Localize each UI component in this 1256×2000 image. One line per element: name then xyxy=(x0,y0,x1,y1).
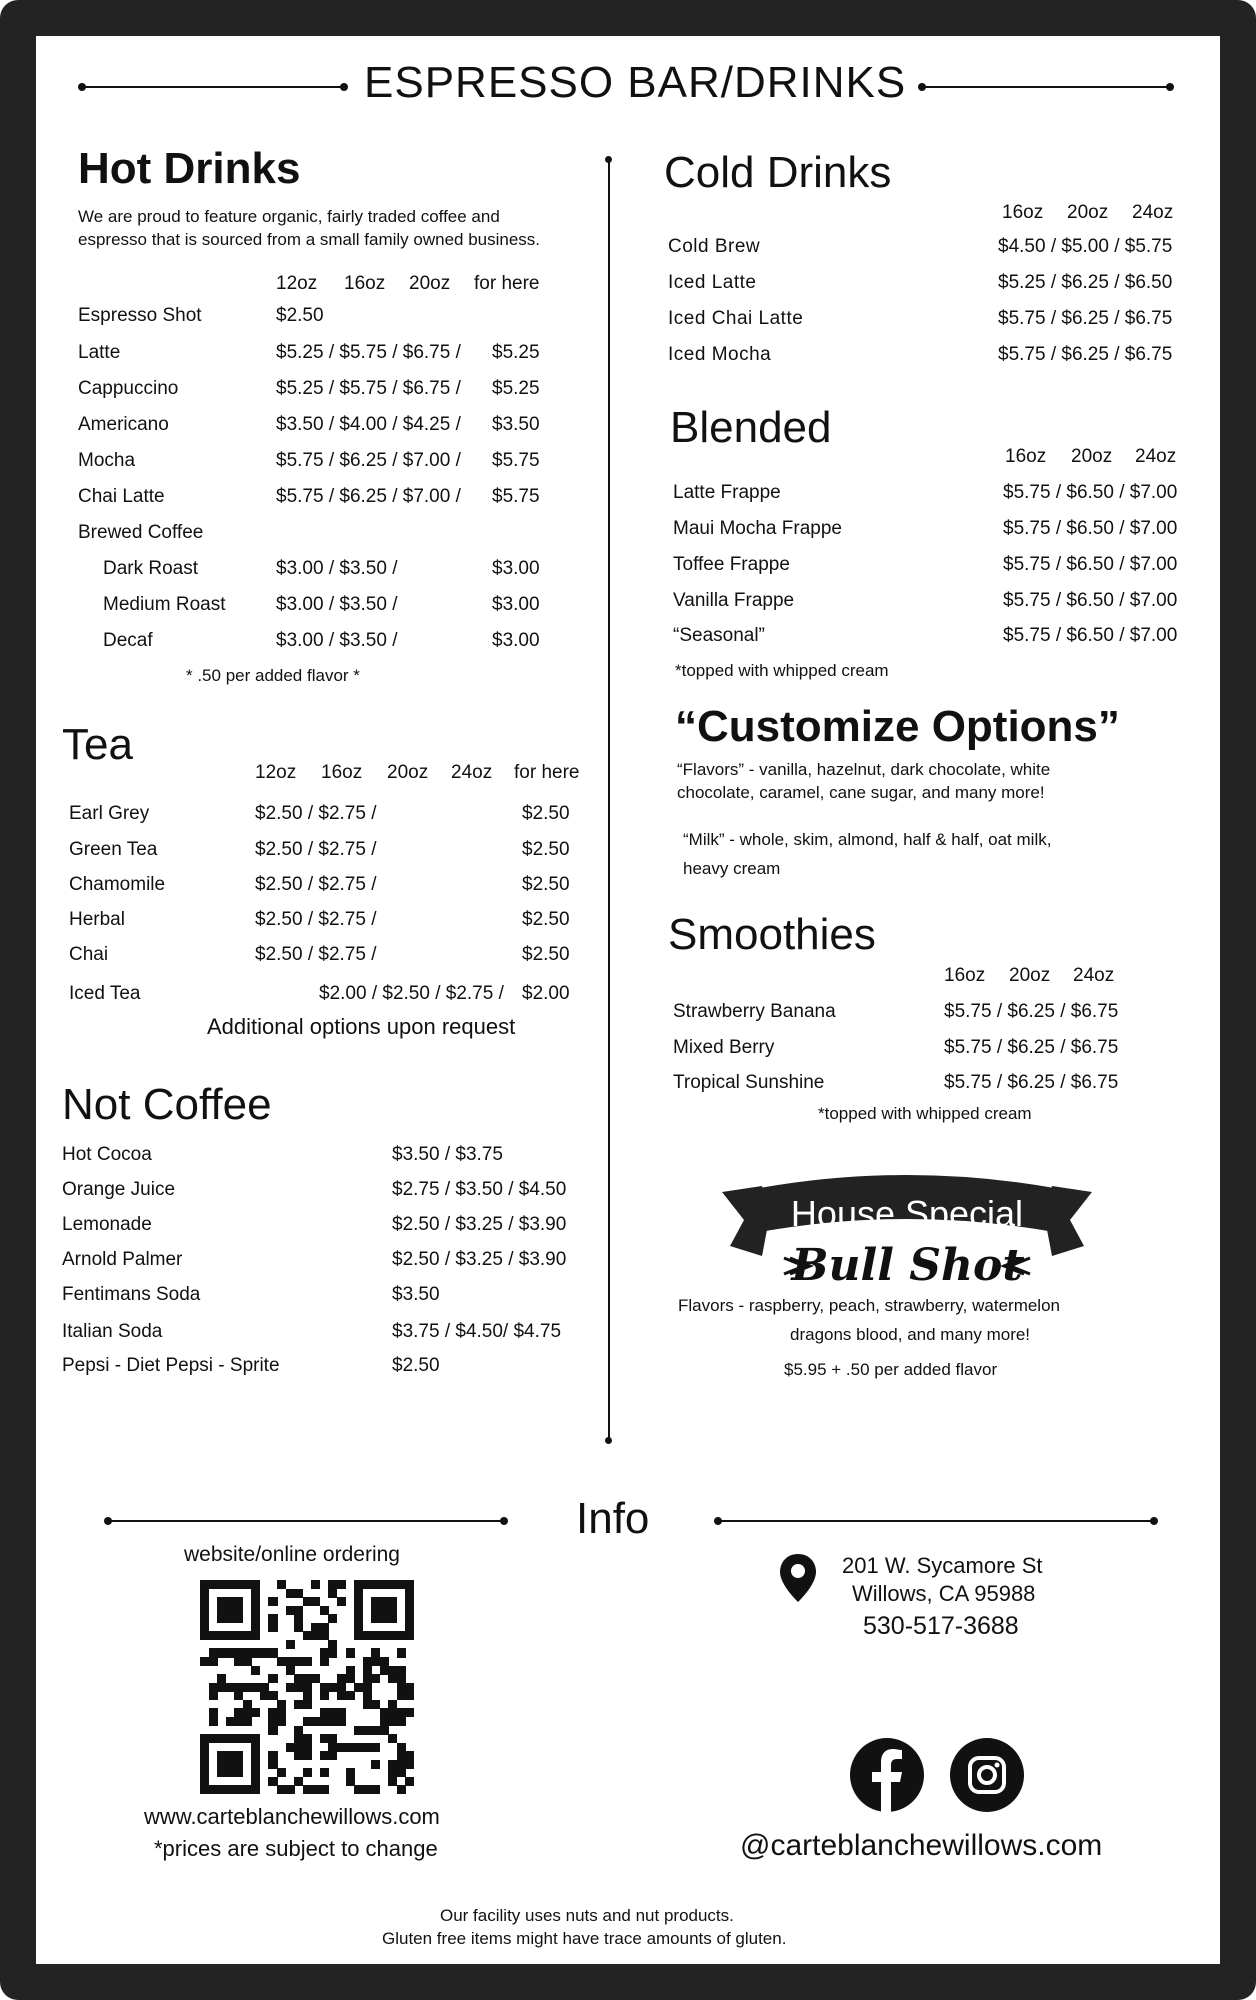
menu-item-name: Dark Roast xyxy=(103,558,199,579)
size-header: 24oz xyxy=(451,762,493,783)
menu-item-name: Cold Brew xyxy=(668,236,761,257)
menu-item-name: Italian Soda xyxy=(62,1321,163,1342)
menu-item-price: $3.00 / $3.50 / xyxy=(276,630,398,651)
menu-item-name: Decaf xyxy=(103,630,153,651)
smoothies-heading: Smoothies xyxy=(668,910,876,959)
menu-item-here-price: $2.50 xyxy=(522,944,570,965)
menu-item-here-price: $5.25 xyxy=(492,342,540,363)
not-coffee-heading: Not Coffee xyxy=(62,1080,272,1129)
menu-item-name: Americano xyxy=(78,414,169,435)
menu-item-price: $5.75 / $6.25 / $7.00 / xyxy=(276,450,461,471)
menu-item-price: $5.75 / $6.25 / $6.75 xyxy=(944,1037,1119,1058)
menu-item-here-price: $5.75 xyxy=(492,486,540,507)
menu-item-here-price: $3.00 xyxy=(492,630,540,651)
address-line: Willows, CA 95988 xyxy=(852,1581,1036,1606)
menu-item-price: $5.25 / $5.75 / $6.75 / xyxy=(276,342,461,363)
menu-item-price: $2.50 / $3.25 / $3.90 xyxy=(392,1249,567,1270)
info-rule-dot xyxy=(714,1517,722,1525)
menu-item-price: $2.50 / $2.75 / xyxy=(255,839,377,860)
customize-heading: “Customize Options” xyxy=(675,702,1120,751)
menu-item-name: Chai xyxy=(69,944,109,965)
bull-shot-name: Bull Shot xyxy=(791,1240,1023,1290)
menu-item-price: $5.75 / $6.50 / $7.00 xyxy=(1003,590,1178,611)
flavors-text: chocolate, caramel, cane sugar, and many more! xyxy=(677,783,1045,802)
title-rule-dot xyxy=(340,83,348,91)
menu-item-name: Latte xyxy=(78,342,121,363)
size-header: 20oz xyxy=(1071,446,1113,467)
menu-item-price: $3.50 xyxy=(392,1284,440,1305)
menu-item-here-price: $2.50 xyxy=(522,839,570,860)
menu-item-here-price: $2.50 xyxy=(522,874,570,895)
size-header: for here xyxy=(514,762,580,783)
milk-text: heavy cream xyxy=(683,859,781,878)
menu-item-name: Iced Latte xyxy=(668,272,757,293)
menu-item-name: Brewed Coffee xyxy=(78,522,204,543)
size-header: 16oz xyxy=(321,762,363,783)
size-header: 20oz xyxy=(387,762,429,783)
menu-item-name: Herbal xyxy=(69,909,125,930)
title-rule-right xyxy=(922,86,1170,88)
info-rule-dot xyxy=(500,1517,508,1525)
menu-item-here-price: $2.50 xyxy=(522,803,570,824)
menu-item-name: Espresso Shot xyxy=(78,305,202,326)
menu-item-price: $5.75 / $6.50 / $7.00 xyxy=(1003,554,1178,575)
menu-item-price: $5.25 / $5.75 / $6.75 / xyxy=(276,378,461,399)
menu-item-name: Green Tea xyxy=(69,839,158,860)
size-header: 16oz xyxy=(1002,202,1044,223)
size-header: 24oz xyxy=(1132,202,1174,223)
menu-item-price: $3.75 / $4.50/ $4.75 xyxy=(392,1321,562,1342)
divider-dot xyxy=(605,156,612,163)
info-rule-dot xyxy=(1150,1517,1158,1525)
menu-item-price: $2.00 / $2.50 / $2.75 / xyxy=(319,983,504,1004)
menu-item-price: $3.00 / $3.50 / xyxy=(276,594,398,615)
size-header: 12oz xyxy=(255,762,297,783)
menu-item-name: Strawberry Banana xyxy=(673,1001,836,1022)
cold-drinks-heading: Cold Drinks xyxy=(664,148,892,197)
menu-item-price: $3.50 / $3.75 xyxy=(392,1144,503,1165)
menu-item-name: Earl Grey xyxy=(69,803,150,824)
tea-heading: Tea xyxy=(62,720,133,769)
menu-item-name: Vanilla Frappe xyxy=(673,590,795,611)
menu-item-name: Mixed Berry xyxy=(673,1037,775,1058)
menu-item-price: $2.50 xyxy=(276,305,324,326)
menu-item-price: $5.75 / $6.25 / $6.75 xyxy=(944,1001,1119,1022)
menu-item-price: $5.75 / $6.50 / $7.00 xyxy=(1003,518,1178,539)
menu-item-name: Chamomile xyxy=(69,874,166,895)
size-header: 20oz xyxy=(1009,965,1051,986)
title-rule-dot xyxy=(78,83,86,91)
menu-item-name: Latte Frappe xyxy=(673,482,781,503)
menu-item-price: $5.75 / $6.25 / $6.75 xyxy=(998,308,1173,329)
column-divider xyxy=(608,158,610,1440)
menu-item-price: $2.50 / $2.75 / xyxy=(255,909,377,930)
house-special-banner xyxy=(722,1170,1092,1290)
size-header: 16oz xyxy=(1005,446,1047,467)
size-header: 16oz xyxy=(344,273,386,294)
menu-item-price: $5.75 / $6.25 / $6.75 xyxy=(998,344,1173,365)
menu-item-price: $2.50 / $3.25 / $3.90 xyxy=(392,1214,567,1235)
menu-item-name: Mocha xyxy=(78,450,136,471)
title-rule-dot xyxy=(1166,83,1174,91)
page-title: ESPRESSO BAR/DRINKS xyxy=(364,58,907,107)
menu-item-price: $2.50 xyxy=(392,1355,440,1376)
smoothies-note: *topped with whipped cream xyxy=(818,1104,1032,1123)
menu-item-here-price: $3.00 xyxy=(492,594,540,615)
menu-item-name: Hot Cocoa xyxy=(62,1144,152,1165)
size-header: 24oz xyxy=(1073,965,1115,986)
flavor-note: * .50 per added flavor * xyxy=(186,666,360,685)
menu-item-name: Arnold Palmer xyxy=(62,1249,183,1270)
allergy-note: Gluten free items might have trace amounts of gluten. xyxy=(382,1929,787,1948)
title-rule-left xyxy=(82,86,344,88)
blended-note: *topped with whipped cream xyxy=(675,661,889,680)
menu-item-price: $5.75 / $6.50 / $7.00 xyxy=(1003,625,1178,646)
qr-code[interactable] xyxy=(200,1580,414,1794)
tea-note: Additional options upon request xyxy=(207,1014,516,1039)
menu-item-name: Cappuccino xyxy=(78,378,179,399)
menu-item-here-price: $2.50 xyxy=(522,909,570,930)
info-rule-left xyxy=(108,1520,504,1522)
address-line: 201 W. Sycamore St xyxy=(842,1553,1043,1578)
hot-drinks-intro: We are proud to feature organic, fairly traded coffee and xyxy=(78,207,500,226)
website-url[interactable]: www.carteblanchewillows.com xyxy=(144,1804,440,1829)
menu-item-name: Pepsi - Diet Pepsi - Sprite xyxy=(62,1355,280,1376)
hot-drinks-heading: Hot Drinks xyxy=(78,144,301,193)
menu-item-price: $2.75 / $3.50 / $4.50 xyxy=(392,1179,567,1200)
menu-item-price: $2.50 / $2.75 / xyxy=(255,803,377,824)
allergy-note: Our facility uses nuts and nut products. xyxy=(440,1906,734,1925)
size-header: 24oz xyxy=(1135,446,1177,467)
instagram-icon[interactable] xyxy=(950,1738,1024,1812)
menu-item-name: Toffee Frappe xyxy=(673,554,790,575)
menu-item-here-price: $3.00 xyxy=(492,558,540,579)
menu-item-name: “Seasonal” xyxy=(673,625,765,646)
flavors-text: “Flavors” - vanilla, hazelnut, dark chocolate, white xyxy=(677,760,1051,779)
info-rule-dot xyxy=(104,1517,112,1525)
prices-disclaimer: *prices are subject to change xyxy=(154,1836,438,1861)
size-header: 20oz xyxy=(1067,202,1109,223)
facebook-icon[interactable] xyxy=(850,1738,924,1812)
divider-dot xyxy=(605,1437,612,1444)
milk-text: “Milk” - whole, skim, almond, half & half, oat milk, xyxy=(683,830,1052,849)
menu-item-name: Medium Roast xyxy=(103,594,226,615)
hot-drinks-intro: espresso that is sourced from a small family owned business. xyxy=(78,230,541,249)
title-rule-dot xyxy=(918,83,926,91)
info-rule-right xyxy=(718,1520,1154,1522)
menu-item-here-price: $5.75 xyxy=(492,450,540,471)
menu-item-name: Orange Juice xyxy=(62,1179,176,1200)
house-special-label: House Special xyxy=(790,1193,1024,1234)
menu-item-price: $2.50 / $2.75 / xyxy=(255,874,377,895)
menu-item-here-price: $3.50 xyxy=(492,414,540,435)
size-header: 20oz xyxy=(409,273,451,294)
social-handle[interactable]: @carteblanchewillows.com xyxy=(740,1829,1103,1862)
phone-number[interactable]: 530-517-3688 xyxy=(863,1612,1019,1640)
menu-item-name: Iced Mocha xyxy=(668,344,772,365)
menu-item-price: $3.50 / $4.00 / $4.25 / xyxy=(276,414,461,435)
size-header: 16oz xyxy=(944,965,986,986)
menu-item-price: $5.75 / $6.25 / $7.00 / xyxy=(276,486,461,507)
size-header: 12oz xyxy=(276,273,318,294)
menu-item-price: $5.75 / $6.50 / $7.00 xyxy=(1003,482,1178,503)
location-pin-icon xyxy=(778,1552,818,1604)
menu-item-price: $5.25 / $6.25 / $6.50 xyxy=(998,272,1173,293)
menu-item-here-price: $2.00 xyxy=(522,983,570,1004)
special-flavors: Flavors - raspberry, peach, strawberry, watermelon xyxy=(678,1296,1060,1315)
menu-item-name: Chai Latte xyxy=(78,486,165,507)
size-header: for here xyxy=(474,273,540,294)
special-flavors: dragons blood, and many more! xyxy=(790,1325,1031,1344)
menu-item-name: Maui Mocha Frappe xyxy=(673,518,842,539)
menu-item-price: $2.50 / $2.75 / xyxy=(255,944,377,965)
menu-item-price: $4.50 / $5.00 / $5.75 xyxy=(998,236,1173,257)
menu-item-name: Tropical Sunshine xyxy=(673,1072,825,1093)
menu-item-here-price: $5.25 xyxy=(492,378,540,399)
website-label: website/online ordering xyxy=(184,1543,400,1566)
menu-item-name: Iced Chai Latte xyxy=(668,308,804,329)
menu-item-name: Fentimans Soda xyxy=(62,1284,201,1305)
blended-heading: Blended xyxy=(670,403,832,452)
info-heading: Info xyxy=(576,1494,650,1543)
menu-item-name: Iced Tea xyxy=(69,983,141,1004)
menu-item-price: $3.00 / $3.50 / xyxy=(276,558,398,579)
special-price: $5.95 + .50 per added flavor xyxy=(784,1360,998,1379)
menu-item-name: Lemonade xyxy=(62,1214,152,1235)
menu-item-price: $5.75 / $6.25 / $6.75 xyxy=(944,1072,1119,1093)
